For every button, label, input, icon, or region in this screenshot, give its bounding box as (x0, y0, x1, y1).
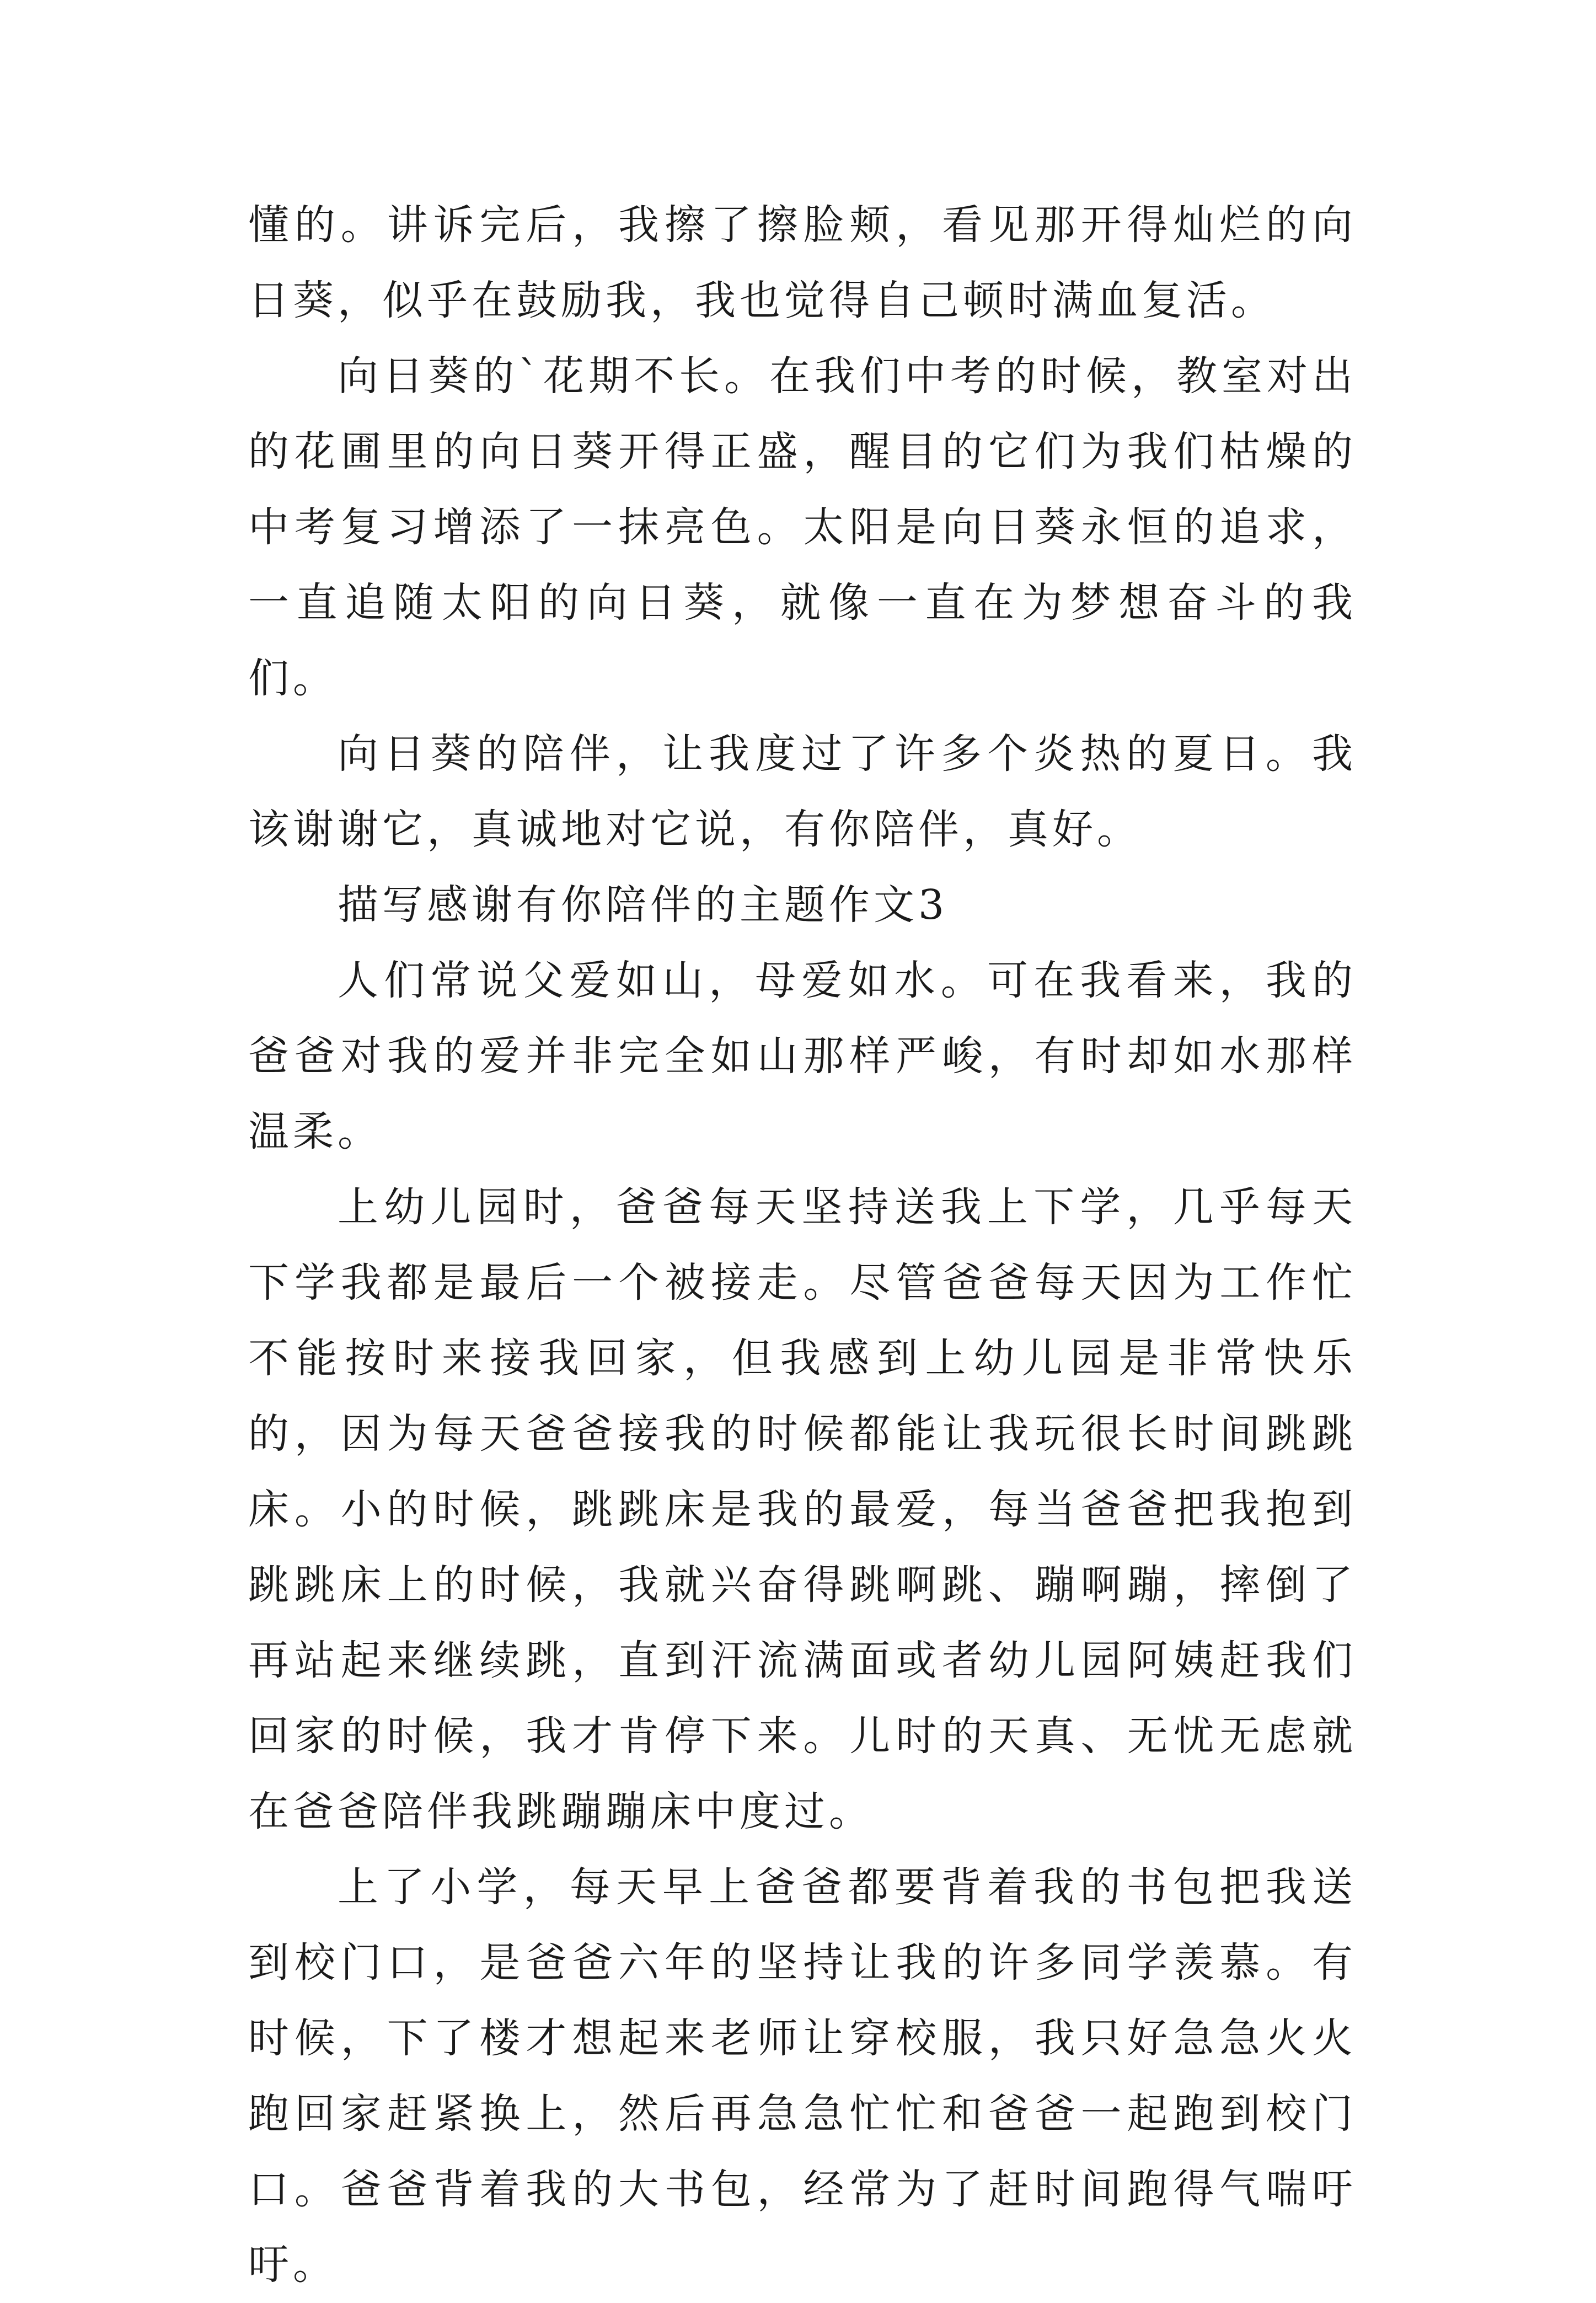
document-body (248, 188, 1357, 2303)
paragraph-4: 人们常说父爱如山，母爱如水。可在我看来，我的爸爸对我的爱并非完全如山那样严峻，有时却如水那样温柔。 (248, 957, 1357, 1155)
paragraph-2: 向日葵的`花期不长。在我们中考的时候，教室对出的花圃里的向日葵开得正盛，醒目的它们为我们枯燥的中考复习增添了一抹亮色。太阳是向日葵永恒的追求，一直追随太阳的向日葵，就像一直在为梦想奋斗的我们。 (248, 352, 1357, 702)
paragraph-5: 上幼儿园时，爸爸每天坚持送我上下学，几乎每天下学我都是最后一个被接走。尽管爸爸每天因为工作忙不能按时来接我回家，但我感到上幼儿园是非常快乐的，因为每天爸爸接我的时候都能让我玩很长时间跳跳床。小的时候，跳跳床是我的最爱，每当爸爸把我抱到跳跳床上的时候，我就兴奋得跳啊跳、蹦啊蹦，摔倒了再站起来继续跳，直到汗流满面或者幼儿园阿姨赶我们回家的时候，我才肯停下来。儿时的天真、无忧无虑就在爸爸陪伴我跳蹦蹦床中度过。 (248, 1183, 1357, 1835)
paragraph-3: 向日葵的陪伴，让我度过了许多个炎热的夏日。我该谢谢它，真诚地对它说，有你陪伴，真好。 (248, 730, 1357, 853)
paragraph-6: 上了小学，每天早上爸爸都要背着我的书包把我送到校门口，是爸爸六年的坚持让我的许多同学羡慕。有时候，下了楼才想起来老师让穿校服，我只好急急火火跑回家赶紧换上，然后再急急忙忙和爸爸一起跑到校门口。爸爸背着我的大书包，经常为了赶时间跑得气喘吁吁。 (248, 1863, 1357, 2289)
section-heading: 描写感谢有你陪伴的主题作文3 (338, 881, 949, 929)
paragraph-1: 懂的。讲诉完后，我擦了擦脸颊，看见那开得灿烂的向日葵，似乎在鼓励我，我也觉得自己顿时满血复活。 (248, 201, 1357, 324)
